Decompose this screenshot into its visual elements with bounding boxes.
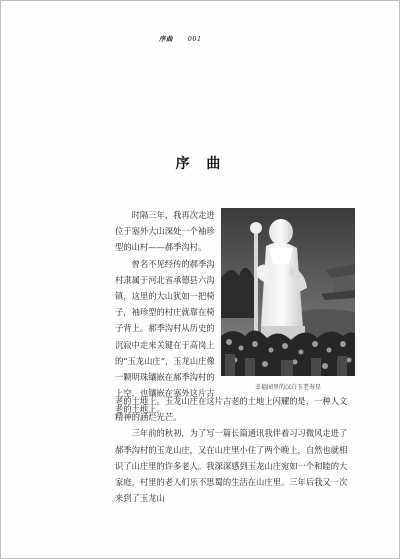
running-title: 序曲 (159, 35, 173, 43)
paragraph-2: 曾名不见经传的郝季沟村隶属于河北省承德县六沟镇，这里的大山犹如一把椅子，袖珍型的村庄就靠在椅子背上。郝季沟村从历史的沉寂中走来关键在于高岗上的“玉龙山庄”，玉龙山庄像一颗明珠镶嵌在郝季沟村的上空，也镶嵌在塞外这片古老的土地上。 (115, 258, 215, 415)
chapter-title: 序 曲 (175, 156, 227, 172)
wide-text-column (115, 393, 355, 506)
paragraph-3: 三年前的秋初，为了写一篇长篇通讯我伴着习习微风走进了郝季沟村的玉龙山庄，又在山庄里小住了两个晚上，自然也就相识了山庄里的许多老人。我深深感到玉龙山庄宛如一个和睦的大家庭，村里的老人们乐不思蜀的生活在山庄里。三年后我又一次来到了玉龙山 (115, 428, 348, 504)
paragraph-1: 时隔三年，我再次走进位于塞外大山深处一个袖珍型的山村——郝季沟村。 (115, 210, 215, 253)
figure (221, 208, 355, 391)
statue-photo (221, 208, 355, 376)
page-number: 001 (187, 35, 202, 43)
figure-caption: 幸福园里的汉白玉老寿星 (254, 384, 321, 391)
running-head (159, 34, 202, 43)
narrow-text-column (115, 207, 222, 415)
paragraph-2-tail: 老的土地上。玉龙山庄在这片古老的土地上闪耀的是，一种人文精神的涵烂光芒。 (115, 396, 348, 423)
